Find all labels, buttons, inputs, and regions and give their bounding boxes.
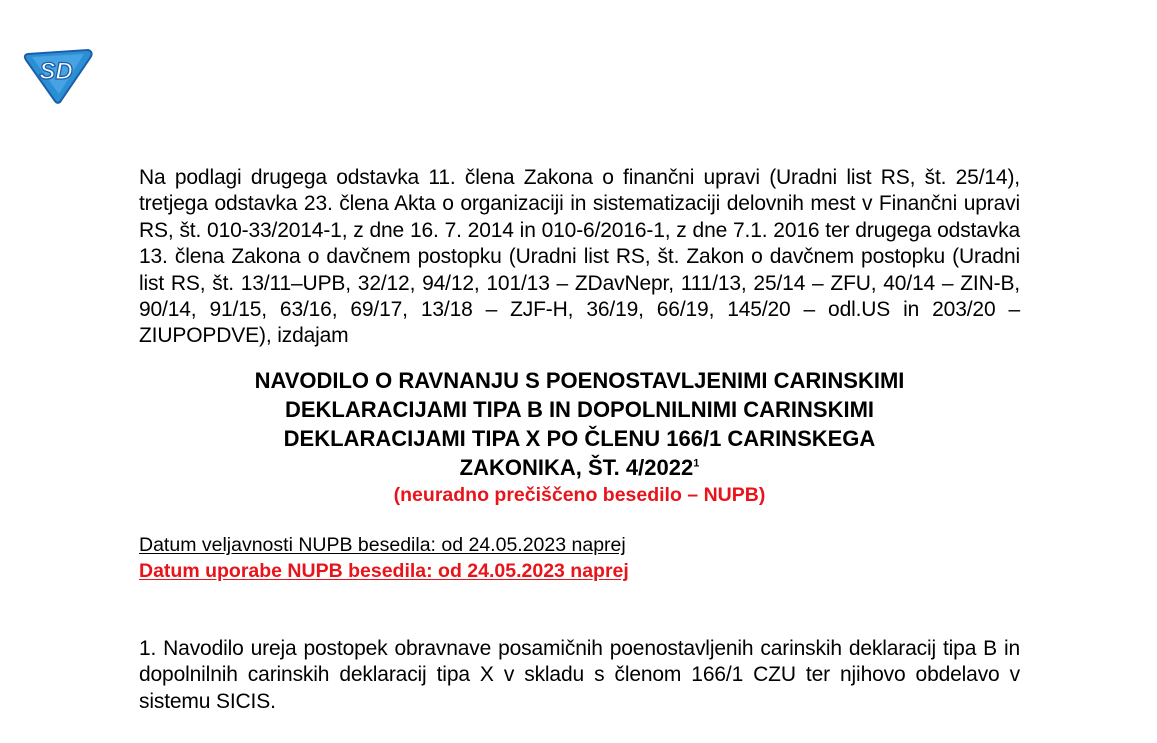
footnote-reference[interactable]: 1 [693, 457, 700, 470]
document-title-line-2: DEKLARACIJAMI TIPA B IN DOPOLNILNIMI CARINSKIMI [284, 396, 875, 422]
document-body [139, 165, 1020, 736]
dates-block [139, 532, 1020, 584]
svg-text:SD: SD [39, 58, 73, 85]
document-title-number: ZAKONIKA, ŠT. 4/2022 [459, 454, 694, 480]
validity-date: Datum veljavnosti NUPB besedila: od 24.05.2023 naprej [139, 533, 626, 556]
document-subtitle: (neuradno prečiščeno besedilo – NUPB) [393, 483, 766, 506]
document-title-line-3: DEKLARACIJAMI TIPA X PO ČLENU 166/1 CARINSKEGA [283, 425, 876, 451]
financial-administration-logo-icon [20, 46, 96, 104]
document-title-line-1: NAVODILO O RAVNANJU S POENOSTAVLJENIMI CARINSKIMI [254, 367, 905, 393]
document-title-block [139, 366, 1020, 508]
application-date-line [139, 558, 1020, 584]
intro-paragraph: Na podlagi drugega odstavka 11. člena Zakona o finančni upravi (Uradni list RS, št. 25/14), tretjega odstavka 23. člena Akta o organizaciji in sistematizaciji delovnih mest v Finančni upravi RS, št. 010-33/2014-1, z dne 16. 7. 2014 in 010-6/2016-1, z dne 7.1. 2016 ter drugega odstavka 13. člena Zakona o davčnem postopku (Uradni list RS, št. Zakon o davčnem postopku (Uradni list RS, št. 13/11–UPB, 32/12, 94/12, 101/13 – ZDavNepr, 111/13, 25/14 – ZFU, 40/14 – ZIN-B, 90/14, 91/15, 63/16, 69/17, 13/18 – ZJF-H, 36/19, 66/19, 145/20 – odl.US in 203/20 – ZIUPOPDVE), izdajam [139, 166, 1020, 348]
paragraph-1: 1. Navodilo ureja postopek obravnave posamičnih poenostavljenih carinskih deklaracij tipa B in dopolnilnih carinskih deklaracij tipa X v skladu s členom 166/1 CZU ter njihovo obdelavo v sistemu SICIS. [139, 636, 1020, 713]
validity-date-line [139, 532, 1020, 558]
application-date: Datum uporabe NUPB besedila: od 24.05.2023 naprej [139, 559, 629, 582]
document-title-line-4 [139, 453, 1020, 482]
